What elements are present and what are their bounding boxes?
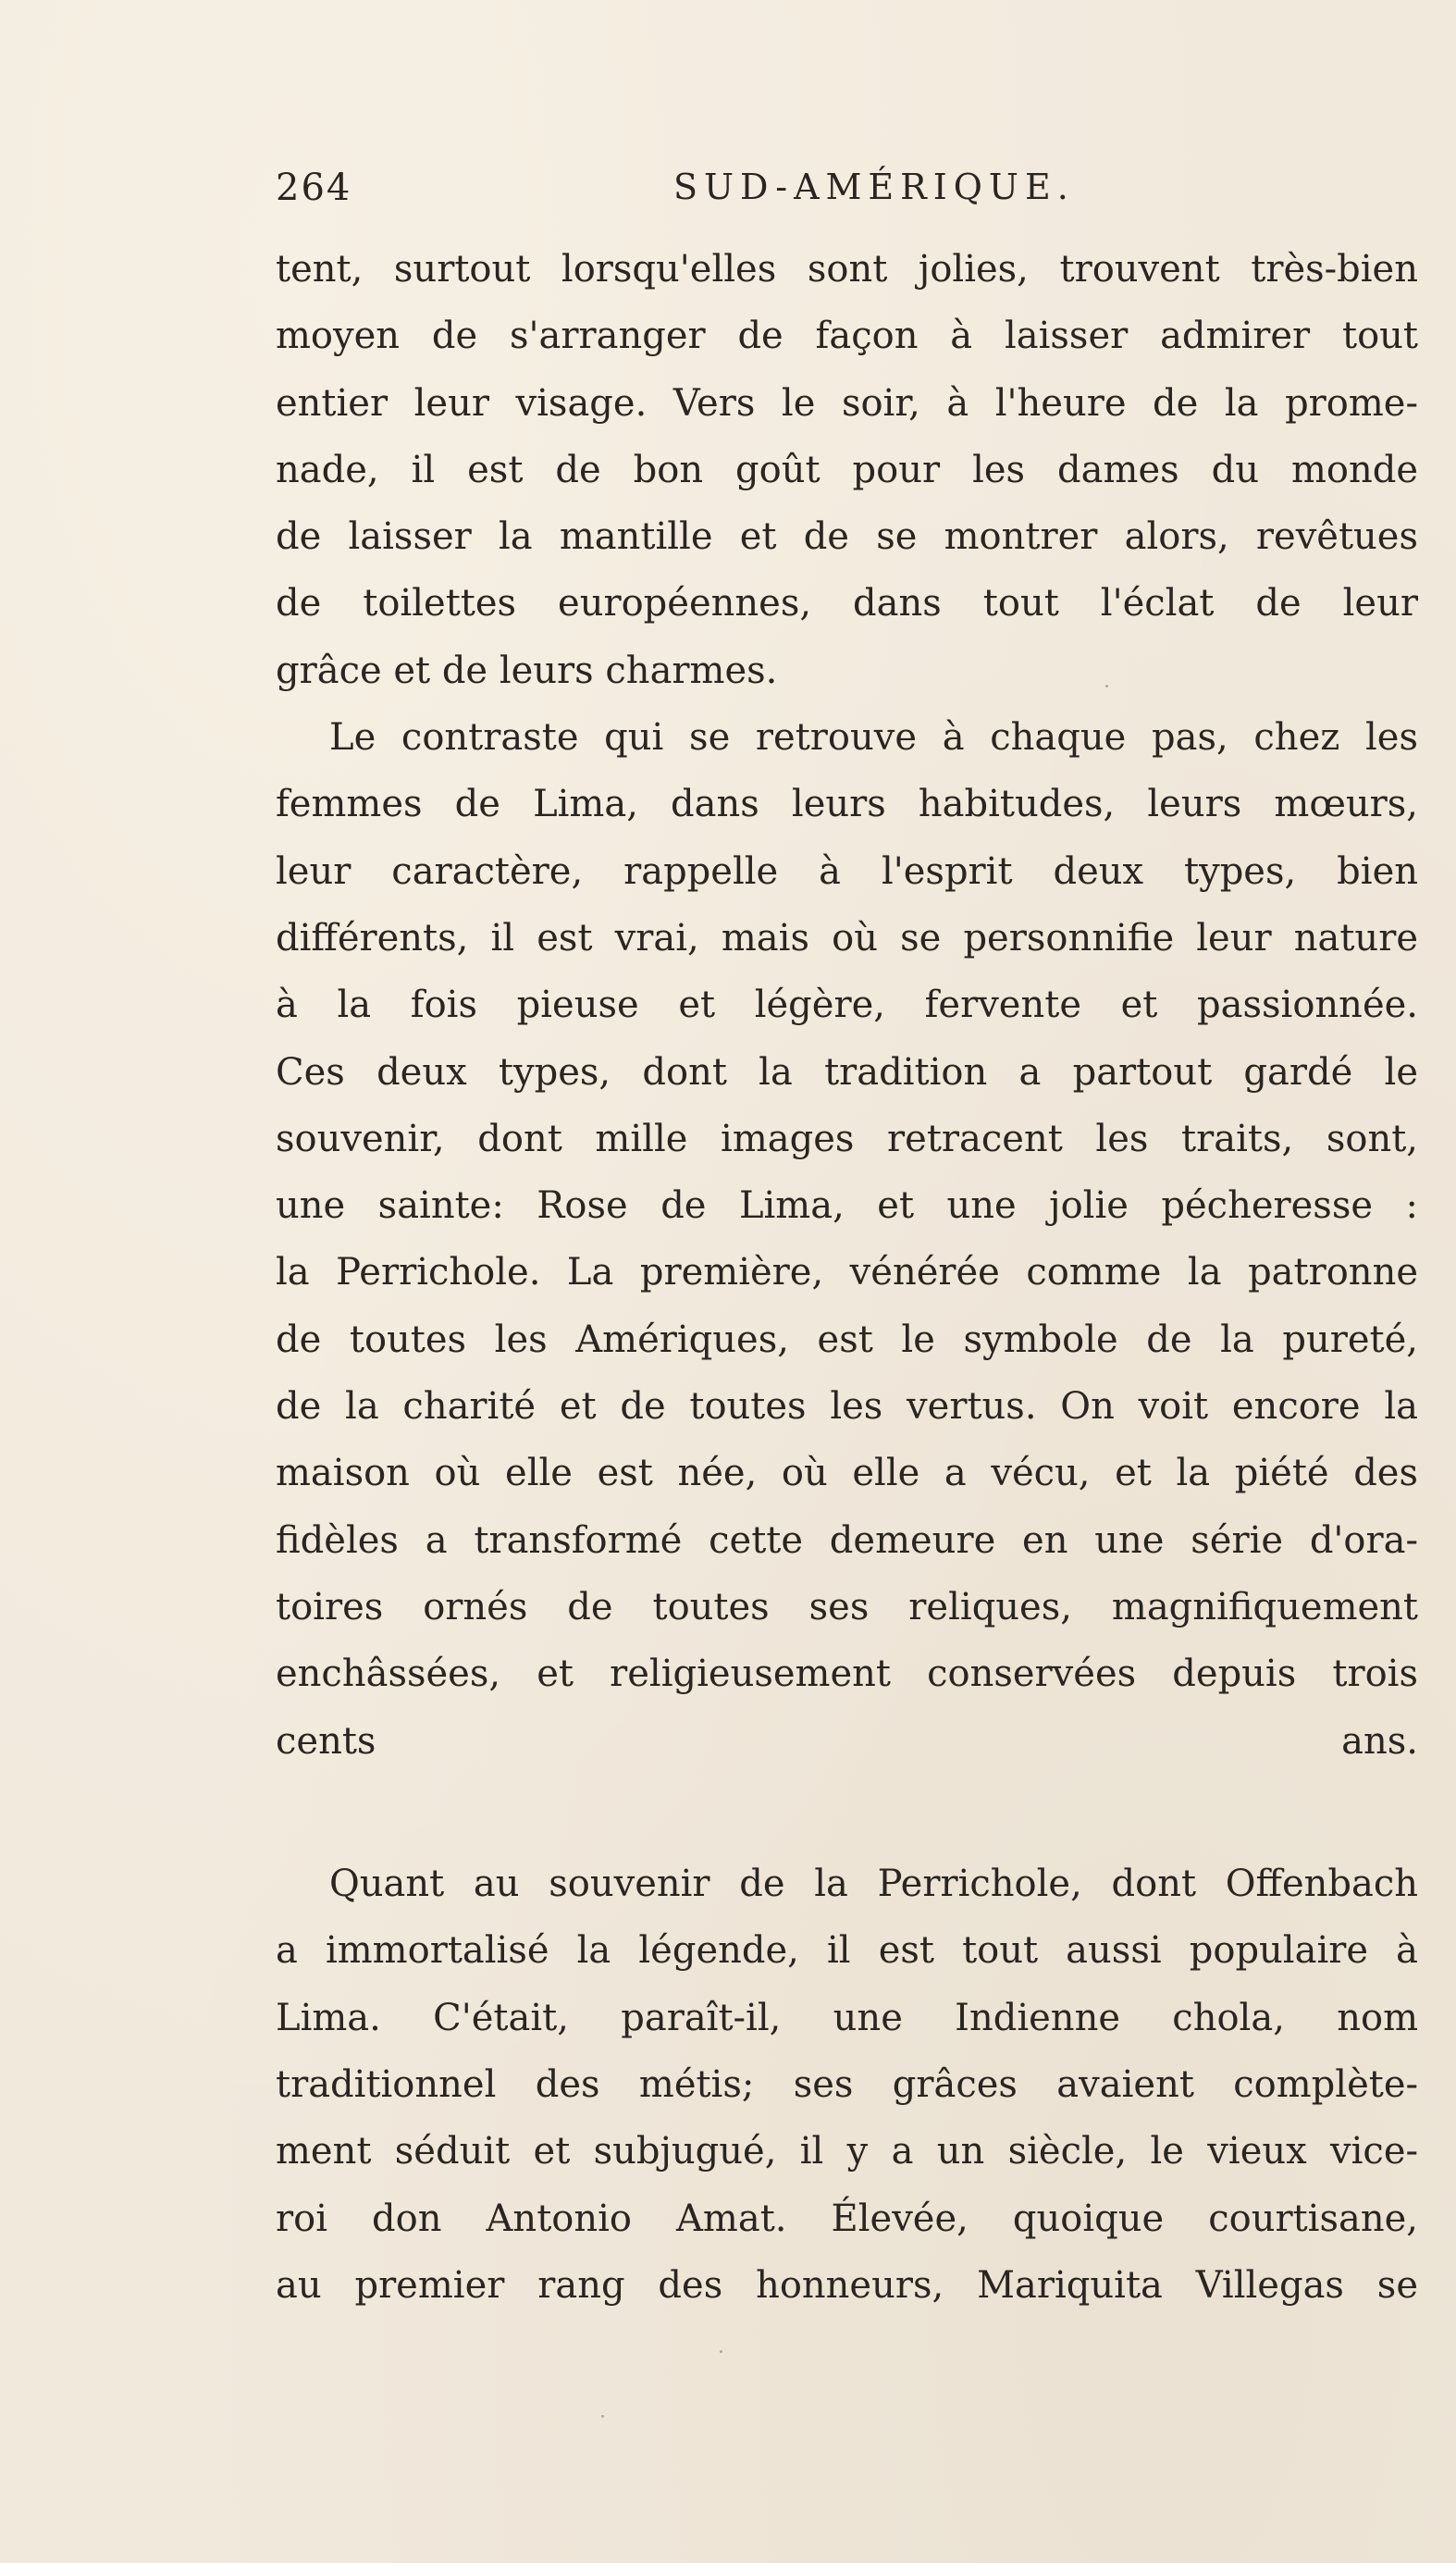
- text-line: différents, il est vrai, mais où se personnifie leur nature: [276, 916, 1418, 960]
- text-line: traditionnel des métis; ses grâces avaient complète-: [276, 2063, 1418, 2107]
- text-line: moyen de s'arranger de façon à laisser admirer tout: [276, 315, 1418, 358]
- text-line: de toutes les Amériques, est le symbole de la pureté,: [276, 1318, 1418, 1361]
- text-line: la Perrichole. La première, vénérée comme la patronne: [276, 1251, 1418, 1294]
- paper-speck: [601, 2415, 604, 2418]
- text-line: souvenir, dont mille images retracent les traits, sont,: [276, 1117, 1418, 1160]
- text-line: cents ans.: [276, 1719, 1418, 1763]
- paper-speck: [1105, 685, 1108, 687]
- text-line: nade, il est de bon goût pour les dames du monde: [276, 448, 1418, 491]
- text-line: une sainte: Rose de Lima, et une jolie pécheresse :: [276, 1184, 1418, 1228]
- text-line: tent, surtout lorsqu'elles sont jolies, trouvent très-bien: [276, 248, 1418, 291]
- text-line: au premier rang des honneurs, Mariquita Villegas se: [276, 2263, 1418, 2307]
- text-line: [276, 1775, 1418, 1841]
- text-line: Le contraste qui se retrouve à chaque pas, chez les: [329, 716, 1418, 760]
- text-line: Lima. C'était, paraît-il, une Indienne chola, nom: [276, 1996, 1418, 2039]
- text-line: de la charité et de toutes les vertus. On voit encore la: [276, 1385, 1418, 1429]
- running-title: SUD-AMÉRIQUE.: [673, 167, 1075, 207]
- running-head: [276, 167, 1418, 222]
- text-line: a immortalisé la légende, il est tout aussi populaire à: [276, 1929, 1418, 1973]
- text-line: ment séduit et subjugué, il y a un siècle, le vieux vice-: [276, 2130, 1418, 2173]
- text-line: leur caractère, rappelle à l'esprit deux types, bien: [276, 849, 1418, 893]
- text-line: entier leur visage. Vers le soir, à l'heure de la prome-: [276, 381, 1418, 425]
- body-text: [276, 236, 1418, 2319]
- text-line: enchâssées, et religieusement conservées depuis trois: [276, 1653, 1418, 1696]
- text-line: roi don Antonio Amat. Élevée, quoique courtisane,: [276, 2197, 1418, 2240]
- text-line: à la fois pieuse et légère, fervente et passionnée.: [276, 984, 1418, 1027]
- text-line: Quant au souvenir de la Perrichole, dont Offenbach: [329, 1863, 1418, 1906]
- text-line: toires ornés de toutes ses reliques, magnifiquement: [276, 1585, 1418, 1628]
- text-line: Ces deux types, dont la tradition a partout gardé le: [276, 1050, 1418, 1094]
- text-line: de toilettes européennes, dans tout l'éclat de leur: [276, 582, 1418, 625]
- paragraph-2: [276, 704, 1418, 1841]
- paragraph-3: [276, 1851, 1418, 2319]
- text-line: de laisser la mantille et de se montrer alors, revêtues: [276, 515, 1418, 559]
- paper-speck: [720, 2350, 722, 2353]
- text-line: maison où elle est née, où elle a vécu, et la piété des: [276, 1452, 1418, 1495]
- text-line: grâce et de leurs charmes.: [276, 649, 778, 692]
- text-line: fidèles a transformé cette demeure en une série d'ora-: [276, 1518, 1418, 1562]
- text-line: femmes de Lima, dans leurs habitudes, leurs mœurs,: [276, 783, 1418, 826]
- paragraph-1: [276, 236, 1418, 704]
- page-number: 264: [276, 167, 352, 209]
